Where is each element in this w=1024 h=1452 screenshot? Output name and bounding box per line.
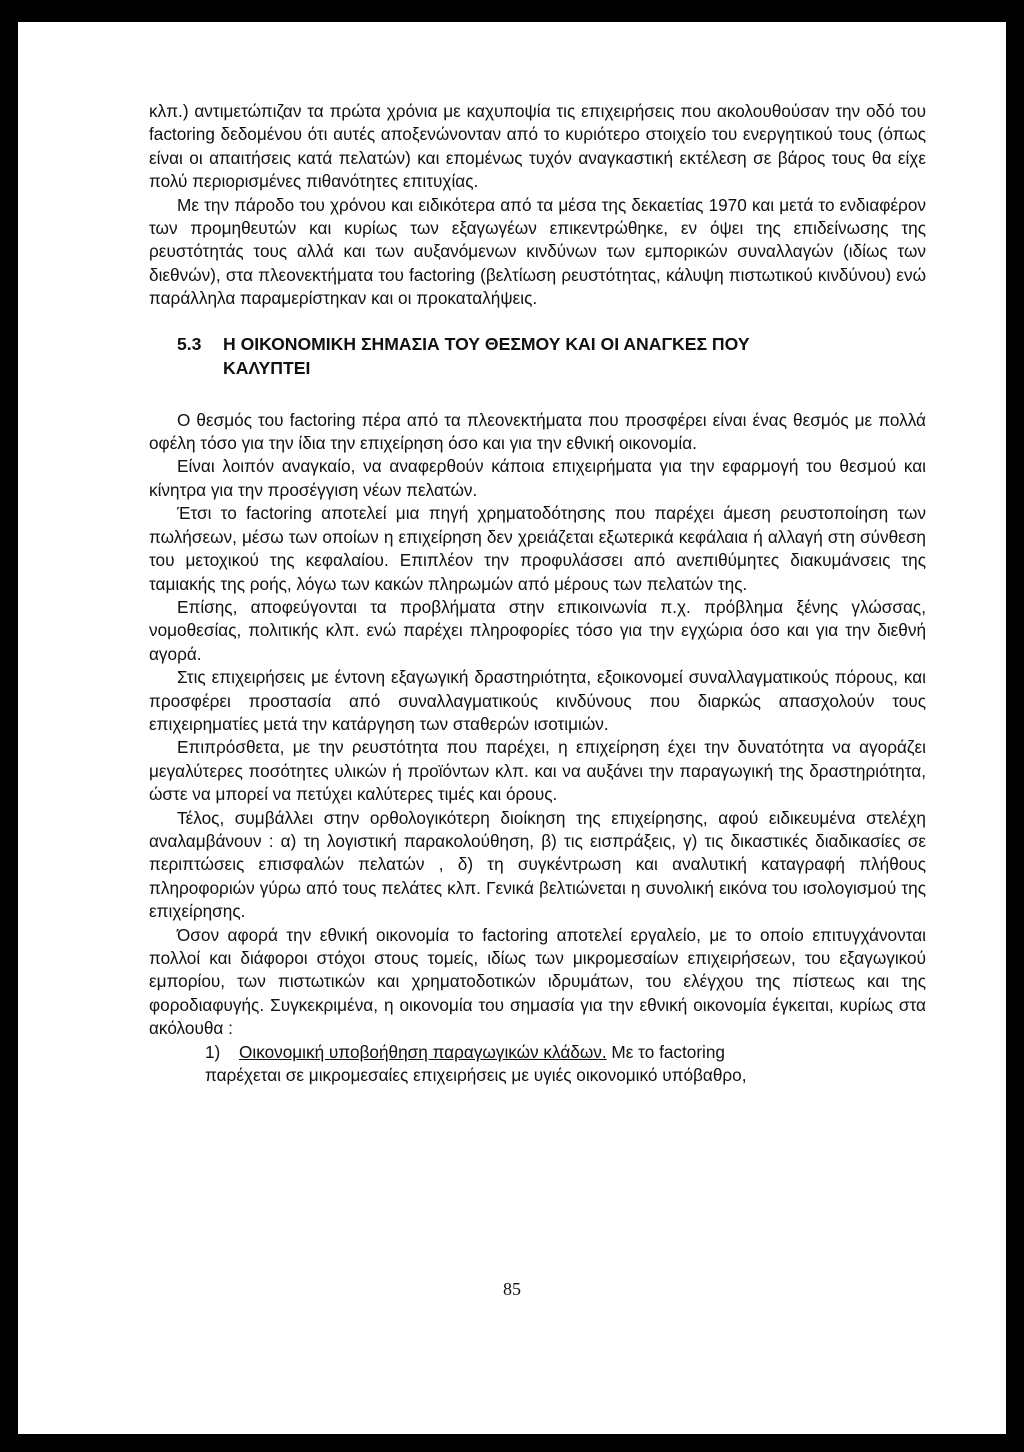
paragraph-intro: κλπ.) αντιμετώπιζαν τα πρώτα χρόνια με καχυποψία τις επιχειρήσεις που ακολουθούσαν την οδό του factoring δεδομένου ότι αυτές αποξενώνονταν από το κυριότερο στοιχείο του ενεργητικού τους (όπως είναι οι απαιτήσεις κατά πελατών) και επομένως τυχόν αναγκαστική εκτέλεση σε βάρος τους θα είχε πολύ περιορισμένες πιθανότητες επιτυχίας. xyxy=(149,101,926,192)
list-marker: 1) xyxy=(205,1041,221,1062)
paragraph-history: Με την πάροδο του χρόνου και ειδικότερα από τα μέσα της δεκαετίας 1970 και μετά το ενδιαφέρον των προμηθευτών και κυρίως των εξαγωγέων επικεντρώθηκε, εν όψει της επιδείνωσης της ρευστότητάς τους αλλά και των αυξανόμενων κινδύνων των εμπορικών συναλλαγών (ιδίως των διεθνών), στα πλεονεκτήματα του factoring (βελτίωση ρευστότητας, κάλυψη πιστωτικού κινδύνου) ενώ παράλληλα παραμερίστηκαν και οι προκαταλήψεις. xyxy=(149,194,926,309)
page-number: 85 xyxy=(503,1279,521,1299)
document-page xyxy=(18,22,1006,1434)
section-title: Η ΟΙΚΟΝΟΜΙΚΗ ΣΗΜΑΣΙΑ ΤΟΥ ΘΕΣΜΟΥ ΚΑΙ ΟΙ ΑΝΑΓΚΕΣ ΠΟΥ xyxy=(223,333,750,354)
paragraph: Τέλος, συμβάλλει στην ορθολογικότερη διοίκηση της επιχείρησης, αφού ειδικευμένα στελέχη αναλαμβάνουν : α) τη λογιστική παρακολούθηση, β) τις εισπράξεις, γ) τις δικαστικές διαδικασίες σε περιπτώσεις επισφαλών πελατών , δ) τη συγκέντρωση και αναλυτική καταγραφή πλήθους πληροφοριών γύρω από τους πελάτες κλπ. Γενικά βελτιώνεται η συνολική εικόνα του ισολογισμού της επιχείρησης. xyxy=(149,807,926,922)
section-number: 5.3 xyxy=(177,333,202,354)
list-item xyxy=(149,1041,926,1064)
paragraph: Επιπρόσθετα, με την ρευστότητα που παρέχει, η επιχείρηση έχει την δυνατότητα να αγοράζει μεγαλύτερες ποσότητες υλικών ή προϊόντων κλπ. και να αυξάνει την παραγωγική της δραστηριότητα, ώστε να μπορεί να πετύχει καλύτερες τιμές και όρους. xyxy=(149,737,926,805)
list-item-continuation: παρέχεται σε μικρομεσαίες επιχειρήσεις με υγιές οικονομικό υπόβαθρο, xyxy=(205,1065,747,1086)
section-title-continued: ΚΑΛΥΠΤΕΙ xyxy=(223,357,311,378)
paragraph: Όσον αφορά την εθνική οικονομία το factoring αποτελεί εργαλείο, με το οποίο επιτυγχάνονται πολλοί και διάφοροι στόχοι στους τομείς, ιδίως των μικρομεσαίων επιχειρήσεων, του εξαγωγικού εμπορίου, των πιστωτικών και χρηματοδοτικών ιδρυμάτων, του ελέγχου της πίστεως και της φοροδιαφυγής. Συγκεκριμένα, η οικονομία του σημασία για την εθνική οικονομία έγκειται, κυρίως στα ακόλουθα : xyxy=(149,924,926,1039)
paragraph: Έτσι το factoring αποτελεί μια πηγή χρηματοδότησης που παρέχει άμεση ρευστοποίηση των πωλήσεων, μέσω των οποίων η επιχείρηση δεν χρειάζεται εξωτερικά κεφάλαια ή αλλαγή στη σύνθεση του μετοχικού της κεφαλαίου. Επιπλέον την προφυλάσσει από ανεπιθύμητες διακυμάνσεις της ταμιακής της ροής, λόγω των κακών πληρωμών από μέρους των πελατών της. xyxy=(149,503,926,594)
paragraph: Ο θεσμός του factoring πέρα από τα πλεονεκτήματα που προσφέρει είναι ένας θεσμός με πολλά οφέλη τόσο για την ίδια την επιχείρηση όσο και για την εθνική οικονομία. xyxy=(149,409,926,454)
list-item-text: Με το factoring xyxy=(606,1041,725,1062)
paragraph: Επίσης, αποφεύγονται τα προβλήματα στην επικοινωνία π.χ. πρόβλημα ξένης γλώσσας, νομοθεσίας, πολιτικής κλπ. ενώ παρέχει πληροφορίες τόσο για την εγχώρια όσο και για την διεθνή αγορά. xyxy=(149,596,926,664)
body-text xyxy=(149,100,926,1087)
paragraph: Είναι λοιπόν αναγκαίο, να αναφερθούν κάποια επιχειρήματα για την εφαρμογή του θεσμού και κίνητρα για την προσέγγιση νέων πελατών. xyxy=(149,456,926,500)
list-item-title: Οικονομική υποβοήθηση παραγωγικών κλάδων. xyxy=(239,1041,607,1062)
section-heading xyxy=(149,332,926,380)
paragraph: Στις επιχειρήσεις με έντονη εξαγωγική δραστηριότητα, εξοικονομεί συναλλαγματικούς πόρους, και προσφέρει προστασία από συναλλαγματικούς κινδύνους που διαρκώς απασχολούν τους επιχειρηματίες μετά την κατάργηση των σταθερών ισοτιμιών. xyxy=(149,667,926,734)
